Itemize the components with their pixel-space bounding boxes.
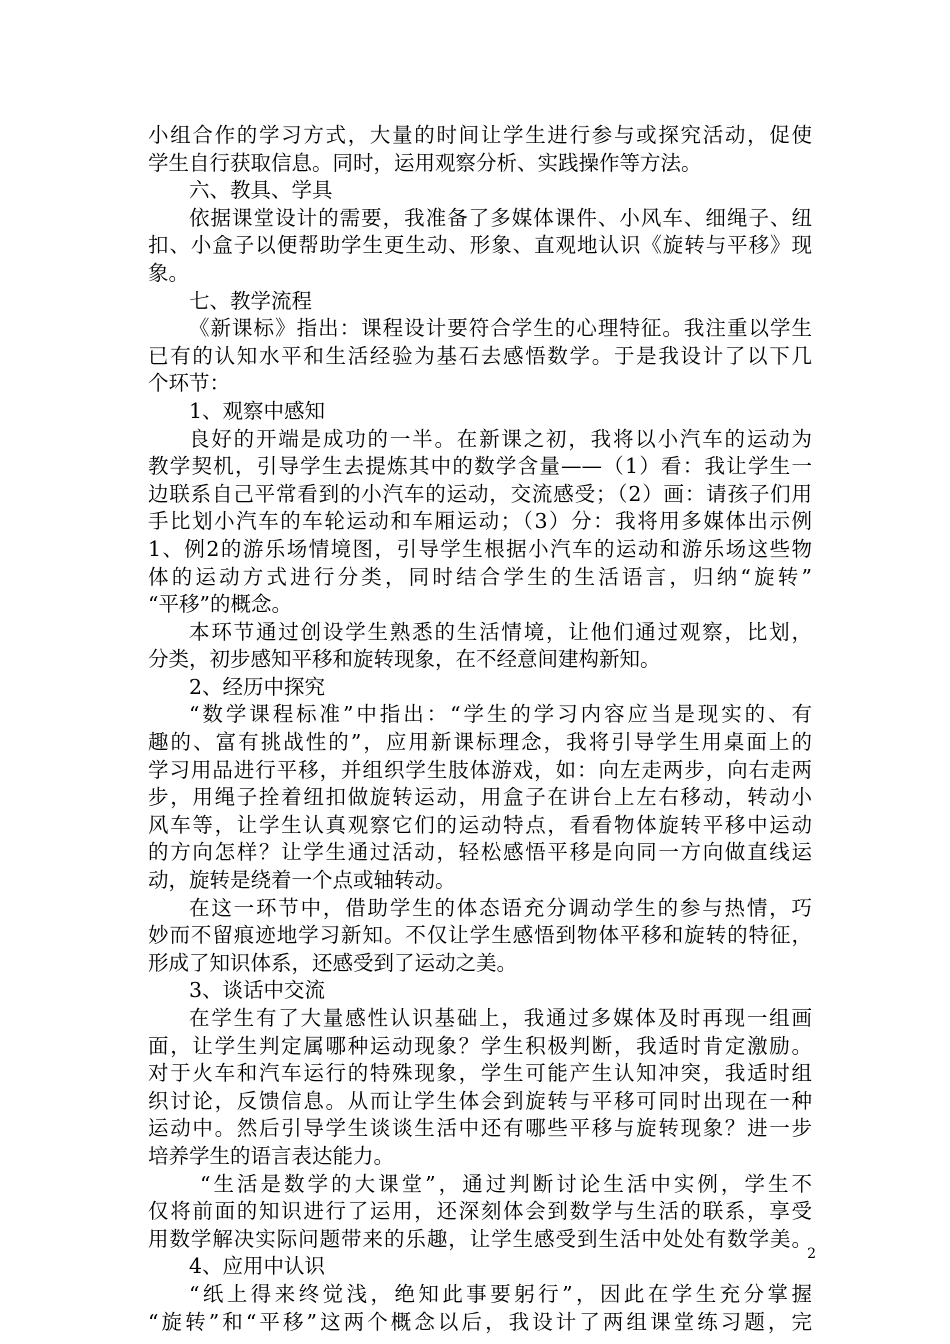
text-line: 边联系自己平常看到的小汽车的运动，交流感受；（2）画：请孩子们用	[148, 481, 812, 506]
page-number: 2	[807, 1246, 816, 1262]
text-line: 象。	[148, 260, 189, 285]
text-line: 本环节通过创设学生熟悉的生活情境，让他们通过观察，比划，	[189, 619, 812, 644]
document-body	[148, 122, 812, 1336]
text-line: 培养学生的语言表达能力。	[148, 1143, 394, 1168]
text-line: 已有的认知水平和生活经验为基石去感悟数学。于是我设计了以下几	[148, 343, 812, 368]
text-line: “平移”的概念。	[148, 592, 292, 617]
text-line: 良好的开端是成功的一半。在新课之初，我将以小汽车的运动为	[189, 426, 812, 451]
text-line: 运动中。然后引导学生谈谈生活中还有哪些平移与旋转现象？进一步	[148, 1116, 812, 1141]
text-line: 手比划小汽车的车轮运动和车厢运动；（3）分：我将用多媒体出示例	[148, 509, 812, 534]
text-line: 学习用品进行平移，并组织学生肢体游戏，如：向左走两步，向右走两	[148, 757, 812, 782]
text-line: 对于火车和汽车运行的特殊现象，学生可能产生认知冲突，我适时组	[148, 1061, 812, 1086]
text-line: 七、教学流程	[189, 288, 312, 313]
text-line: 的方向怎样？让学生通过活动，轻松感悟平移是向同一方向做直线运	[148, 840, 812, 865]
text-line: 2、经历中探究	[189, 674, 326, 699]
text-line: 形成了知识体系，还感受到了运动之美。	[148, 950, 517, 975]
text-line: 动，旋转是绕着一个点或轴转动。	[148, 868, 456, 893]
text-line: 妙而不留痕迹地学习新知。不仅让学生感悟到物体平移和旋转的特征，	[148, 923, 812, 948]
text-line: 教学契机，引导学生去提炼其中的数学含量——（1）看：我让学生一	[148, 454, 812, 479]
text-line: 个环节：	[148, 371, 230, 396]
text-line: 步，用绳子拴着纽扣做旋转运动，用盒子在讲台上左右移动，转动小	[148, 785, 812, 810]
text-line: 3、谈话中交流	[189, 978, 326, 1003]
text-line: 仅将前面的知识进行了运用，还深刻体会到数学与生活的联系，享受	[148, 1199, 812, 1224]
text-line: 六、教具、学具	[189, 178, 333, 203]
text-line: 分类，初步感知平移和旋转现象，在不经意间建构新知。	[148, 647, 661, 672]
text-line: 1、观察中感知	[189, 398, 326, 423]
text-line: 风车等，让学生认真观察它们的运动特点，看看物体旋转平移中运动	[148, 812, 812, 837]
text-line: 《新课标》指出：课程设计要符合学生的心理特征。我注重以学生	[189, 316, 812, 341]
text-line: “数学课程标准”中指出：“学生的学习内容应当是现实的、有	[189, 702, 812, 727]
text-line: “旋转”和“平移”这两个概念以后，我设计了两组课堂练习题，完	[148, 1309, 812, 1334]
text-line: 用数学解决实际问题带来的乐趣，让学生感受到生活中处处有数学美。	[148, 1226, 812, 1251]
text-line: “生活是数学的大课堂”，通过判断讨论生活中实例，学生不	[200, 1171, 812, 1196]
text-line: 1、例2的游乐场情境图，引导学生根据小汽车的运动和游乐场这些物	[148, 536, 812, 561]
text-line: 体的运动方式进行分类，同时结合学生的生活语言，归纳“旋转”	[148, 564, 812, 589]
text-line: 织讨论，反馈信息。从而让学生体会到旋转与平移可同时出现在一种	[148, 1088, 812, 1113]
text-line: 扣、小盒子以便帮助学生更生动、形象、直观地认识《旋转与平移》现	[148, 233, 812, 258]
text-line: 在学生有了大量感性认识基础上，我通过多媒体及时再现一组画	[189, 1006, 812, 1030]
text-line: 依据课堂设计的需要，我准备了多媒体课件、小风车、细绳子、纽	[189, 205, 812, 230]
text-line: 面，让学生判定属哪种运动现象？学生积极判断，我适时肯定激励。	[148, 1033, 812, 1058]
text-line: “纸上得来终觉浅，绝知此事要躬行”，因此在学生充分掌握	[189, 1281, 812, 1306]
text-line: 趣的、富有挑战性的”，应用新课标理念，我将引导学生用桌面上的	[148, 730, 812, 755]
text-line: 在这一环节中，借助学生的体态语充分调动学生的参与热情，巧	[189, 895, 812, 920]
text-line: 小组合作的学习方式，大量的时间让学生进行参与或探究活动，促使	[148, 123, 812, 147]
text-line: 4、应用中认识	[189, 1254, 326, 1279]
text-line: 学生自行获取信息。同时，运用观察分析、实践操作等方法。	[148, 150, 702, 175]
